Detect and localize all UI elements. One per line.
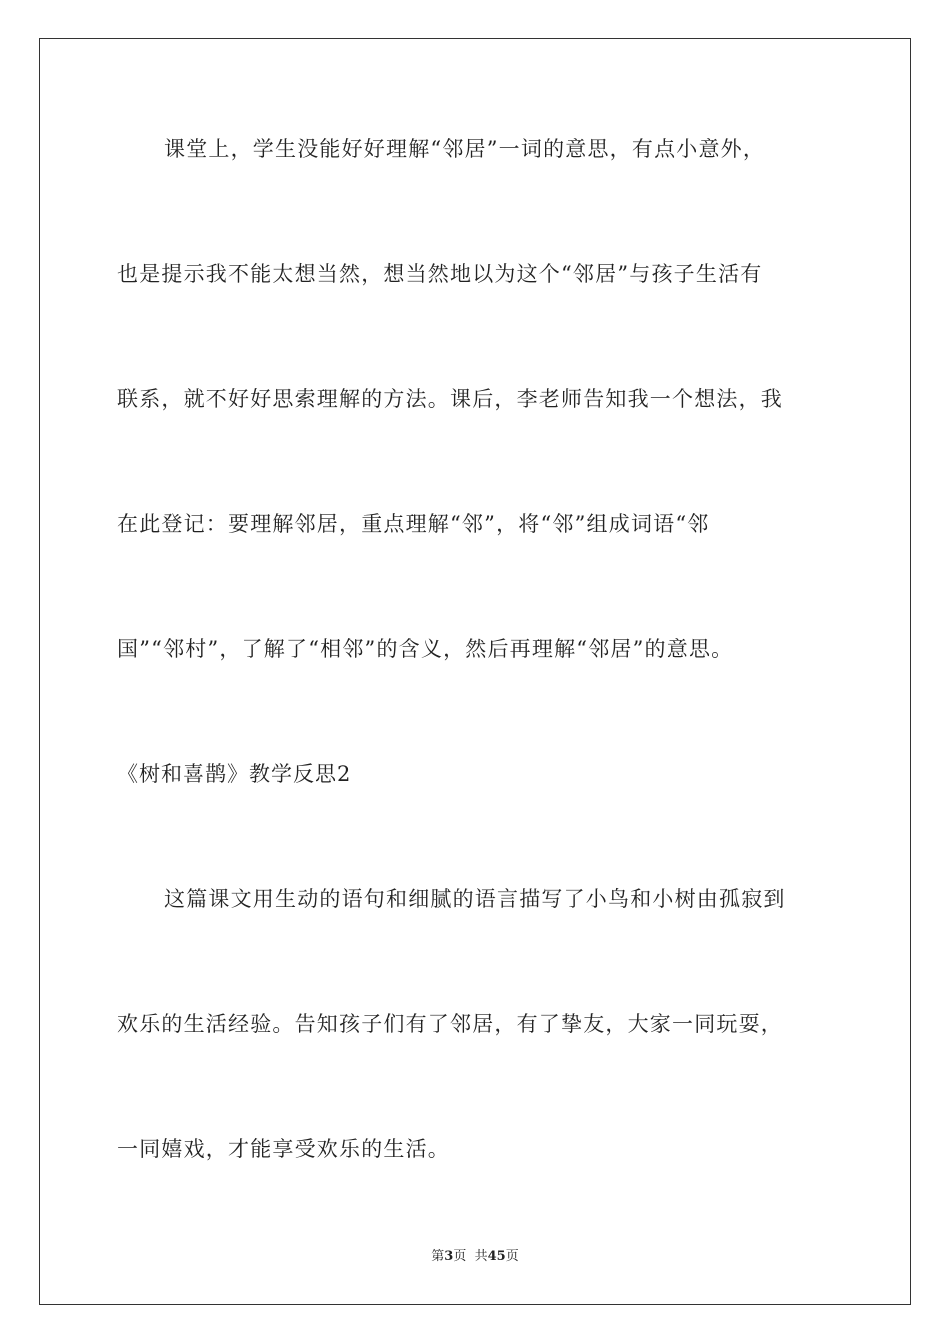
paragraph-2-line-1: 这篇课文用生动的语句和细腻的语言描写了小鸟和小树由孤寂到: [164, 887, 786, 911]
paragraph-1-line-2: 也是提示我不能太想当然，想当然地以为这个“邻居”与孩子生活有: [117, 262, 763, 286]
footer-page-number: 3: [444, 1249, 454, 1264]
footer-total-pages: 45: [487, 1249, 506, 1264]
paragraph-1-line-1: 课堂上，学生没能好好理解“邻居”一词的意思，有点小意外，: [164, 137, 766, 161]
paragraph-2-line-3: 一同嬉戏，才能享受欢乐的生活。: [117, 1137, 450, 1161]
paragraph-1-line-4: 在此登记：要理解邻居，重点理解“邻”，将“邻”组成词语“邻: [117, 512, 710, 536]
paragraph-2-line-2: 欢乐的生活经验。告知孩子们有了邻居，有了挚友，大家一同玩耍，: [117, 1012, 783, 1036]
paragraph-1-line-5: 国”“邻村”，了解了“相邻”的含义，然后再理解“邻居”的意思。: [117, 637, 734, 661]
paragraph-1-line-3: 联系，就不好好思索理解的方法。课后，李老师告知我一个想法，我: [117, 387, 783, 411]
page-border: [39, 38, 911, 1305]
footer-suffix: 页: [505, 1249, 519, 1264]
footer-prefix: 第: [431, 1249, 445, 1264]
section-title: 《树和喜鹊》教学反思2: [117, 762, 352, 786]
footer-middle: 页 共: [453, 1249, 488, 1264]
page-footer: [0, 1248, 950, 1266]
